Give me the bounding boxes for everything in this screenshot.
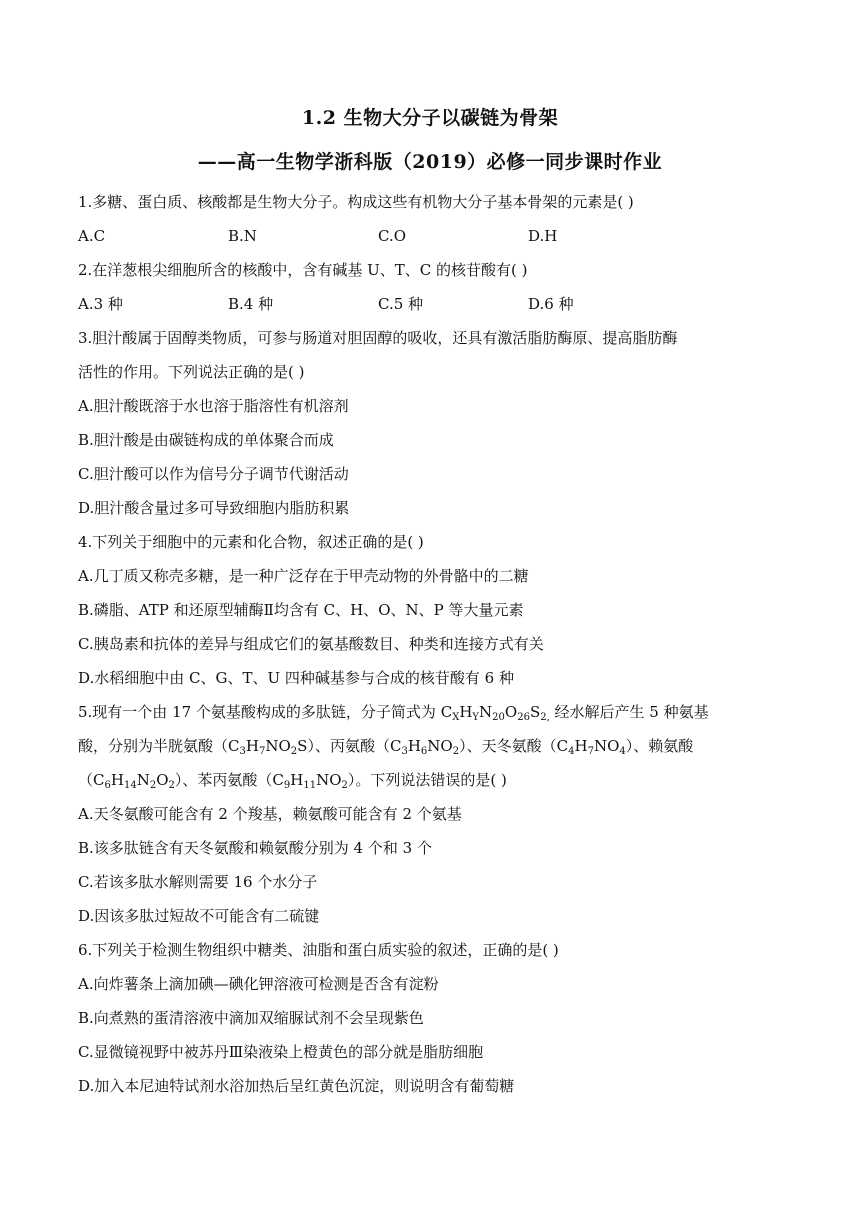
question-5-option-d: D.因该多肽过短故不可能含有二硫键	[78, 907, 320, 925]
question-5-option-a: A.天冬氨酸可能含有 2 个羧基，赖氨酸可能含有 2 个氨基	[78, 805, 462, 823]
option-a: A.C	[78, 227, 106, 245]
phenylalanine-formula: $C_9H_{11}NO_2$	[272, 771, 348, 791]
question-6-option-d: D.加入本尼迪特试剂水浴加热后呈红黄色沉淀，则说明含有葡萄糖	[78, 1077, 515, 1095]
question-6-option-b: B.向煮熟的蛋清溶液中滴加双缩脲试剂不会呈现紫色	[78, 1009, 424, 1027]
question-list	[78, 185, 778, 1103]
lysine-formula: $C_6H_{14}N_2O_2$	[93, 771, 175, 791]
option-d: D.H	[528, 227, 558, 245]
question-4-option-c: C.胰岛素和抗体的差异与组成它们的氨基酸数目、种类和连接方式有关	[78, 635, 544, 653]
question-3-option-a: A.胆汁酸既溶于水也溶于脂溶性有机溶剂	[78, 397, 349, 415]
question-5-stem-line-3: $(C_6H_{14}N_2O_2)$、苯丙氨酸$(C_9H_{11}NO_2)$。下列说法错误的是( )	[78, 771, 507, 791]
question-1-stem: 1.多糖、蛋白质、核酸都是生物大分子。构成这些有机物大分子基本骨架的元素是( )	[78, 193, 634, 211]
question-3-stem-line-2: 活性的作用。下列说法正确的是( )	[78, 363, 305, 381]
option-c: C.O	[378, 227, 407, 245]
question-3-stem-line-1: 3.胆汁酸属于固醇类物质，可参与肠道对胆固醇的吸收，还具有激活脂肪酶原、提高脂肪酶	[78, 329, 678, 347]
question-4-option-a: A.几丁质又称壳多糖，是一种广泛存在于甲壳动物的外骨骼中的二糖	[78, 567, 529, 585]
question-6-stem: 6.下列关于检测生物组织中糖类、油脂和蛋白质实验的叙述，正确的是( )	[78, 941, 559, 959]
option-b: B.4 种	[228, 295, 274, 313]
alanine-formula: $C_3H_6NO_2$	[389, 737, 460, 757]
aspartic-acid-formula: $C_4H_7NO_4$	[556, 737, 626, 757]
question-5-option-c: C.若该多肽水解则需要 16 个水分子	[78, 873, 318, 891]
question-6-option-c: C.显微镜视野中被苏丹Ⅲ染液染上橙黄色的部分就是脂肪细胞	[78, 1043, 484, 1061]
question-2-options	[78, 287, 778, 321]
document-subtitle: ——高一生物学浙科版（2019）必修一同步课时作业	[197, 151, 663, 173]
question-4-option-d: D.水稻细胞中由 C、G、T、U 四种碱基参与合成的核苷酸有 6 种	[78, 669, 514, 687]
question-5-option-b: B.该多肽链含有天冬氨酸和赖氨酸分别为 4 个和 3 个	[78, 839, 432, 857]
question-5-stem-line-2: 酸，分别为半胱氨酸$(C_3H_7NO_2S)$、丙氨酸$(C_3H_6NO_2)$、天冬氨酸$(C_4H_7NO_4)$、赖氨酸	[78, 737, 694, 757]
question-3-option-c: C.胆汁酸可以作为信号分子调节代谢活动	[78, 465, 349, 483]
document-title: 1.2 生物大分子以碳链为骨架	[301, 107, 559, 129]
question-6-option-a: A.向炸薯条上滴加碘—碘化钾溶液可检测是否含有淀粉	[78, 975, 439, 993]
question-4-option-b: B.磷脂、ATP 和还原型辅酶Ⅱ均含有 C、H、O、N、P 等大量元素	[78, 601, 524, 619]
question-5-stem-line-1: 5.现有一个由 17 个氨基酸构成的多肽链，分子简式为 $C_XH_YN_{20}O_{26}S_{2,}$ 经水解后产生 5 种氨基	[78, 703, 709, 723]
question-3-option-b: B.胆汁酸是由碳链构成的单体聚合而成	[78, 431, 334, 449]
polypeptide-formula: $C_XH_YN_{20}O_{26}S_{2,}$	[440, 703, 550, 723]
option-a: A.3 种	[78, 295, 123, 313]
question-3-option-d: D.胆汁酸含量过多可导致细胞内脂肪积累	[78, 499, 350, 517]
question-2-stem: 2.在洋葱根尖细胞所含的核酸中，含有碱基 U、T、C 的核苷酸有( )	[78, 261, 528, 279]
question-1-options	[78, 219, 778, 253]
option-c: C.5 种	[378, 295, 424, 313]
cysteine-formula: $C_3H_7NO_2S$	[228, 737, 308, 757]
option-b: B.N	[228, 227, 257, 245]
question-4-stem: 4.下列关于细胞中的元素和化合物，叙述正确的是( )	[78, 533, 424, 551]
option-d: D.6 种	[528, 295, 574, 313]
